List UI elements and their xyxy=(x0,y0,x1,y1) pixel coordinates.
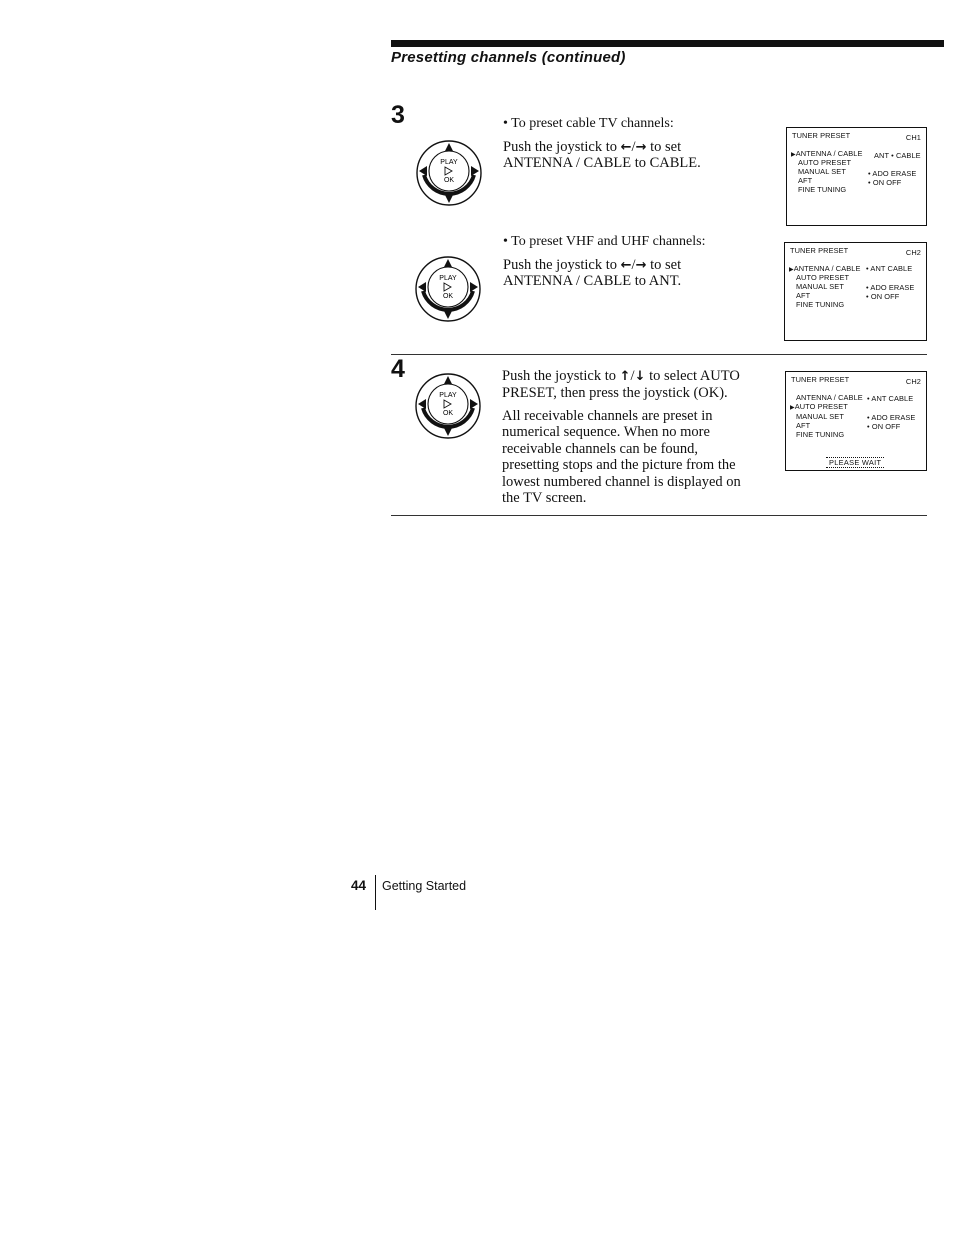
osd-manual-set: MANUAL SET xyxy=(798,167,846,176)
osd-antenna-values: ANT • CABLE xyxy=(874,151,921,160)
auto-preset-separator: / xyxy=(630,368,635,384)
osd-cursor-icon: ▶ xyxy=(789,267,794,273)
arrow-right-icon: → xyxy=(635,140,647,155)
section-end-rule xyxy=(391,515,927,516)
result-line-4: presetting stops and the picture from the xyxy=(502,457,736,473)
osd-auto-preset: AUTO PRESET xyxy=(794,402,848,411)
footer-divider xyxy=(375,875,376,910)
osd-manual-set: MANUAL SET xyxy=(796,282,844,291)
result-line-2: numerical sequence. When no more xyxy=(502,424,710,440)
joystick-play-label: PLAY xyxy=(440,159,458,166)
auto-preset-instruction xyxy=(502,368,740,386)
osd-auto-preset: AUTO PRESET xyxy=(796,273,850,282)
cable-instruction xyxy=(503,139,681,157)
osd-antenna-label: ANTENNA / CABLE xyxy=(796,393,863,402)
auto-preset-pre: Push the joystick to xyxy=(502,368,616,384)
osd-antenna-values: • ANT CABLE xyxy=(866,264,913,273)
joystick-up-down-icon xyxy=(413,371,485,443)
osd-title: TUNER PRESET xyxy=(791,375,850,384)
tuner-preset-screen-ant xyxy=(784,242,927,341)
vhf-separator: / xyxy=(631,257,636,273)
joystick-ok-label: OK xyxy=(442,410,454,417)
arrow-down-icon: ↓ xyxy=(634,369,646,384)
result-line-3: receivable channels can be found, xyxy=(502,441,699,457)
osd-auto-preset: AUTO PRESET xyxy=(798,158,852,167)
osd-aft-values: • ON OFF xyxy=(866,292,900,301)
auto-preset-instruction-line2: PRESET, then press the joystick (OK). xyxy=(502,385,728,401)
page-number: 44 xyxy=(351,878,367,893)
footer-section-label: Getting Started xyxy=(382,879,467,893)
cable-instruction-post: to set xyxy=(650,139,682,155)
osd-antenna-label: ANTENNA / CABLE xyxy=(795,149,863,158)
step-number-4: 4 xyxy=(391,355,405,383)
cable-instruction-pre: Push the joystick to xyxy=(503,139,617,155)
osd-fine-tuning: FINE TUNING xyxy=(796,300,845,309)
osd-antenna-label: ANTENNA / CABLE xyxy=(793,264,861,273)
osd-manual-set: MANUAL SET xyxy=(796,412,844,421)
osd-aft: AFT xyxy=(798,176,813,185)
osd-aft: AFT xyxy=(796,421,811,430)
header-rule xyxy=(391,40,944,47)
arrow-up-icon: ↑ xyxy=(619,369,631,384)
osd-title: TUNER PRESET xyxy=(790,246,849,255)
section-title: Presetting channels (continued) xyxy=(391,49,626,66)
osd-channel: CH2 xyxy=(905,248,921,257)
joystick-ok-label: OK xyxy=(442,293,454,300)
osd-antenna-values: • ANT CABLE xyxy=(867,394,914,403)
joystick-play-label: PLAY xyxy=(439,392,457,399)
vhf-bullet: • To preset VHF and UHF channels: xyxy=(503,234,706,249)
step-divider xyxy=(391,354,927,355)
result-line-6: the TV screen. xyxy=(502,490,587,506)
tuner-preset-screen-auto xyxy=(785,371,927,471)
osd-aft-values: • ON OFF xyxy=(868,178,902,187)
osd-aft: AFT xyxy=(796,291,811,300)
osd-title: TUNER PRESET xyxy=(792,131,851,140)
joystick-left-right-icon xyxy=(414,138,486,210)
osd-cursor-icon: ▶ xyxy=(790,405,795,411)
auto-preset-post: to select AUTO xyxy=(649,368,740,384)
vhf-instruction-line2: ANTENNA / CABLE to ANT. xyxy=(503,273,682,289)
osd-aft-values: • ON OFF xyxy=(867,422,901,431)
cable-separator: / xyxy=(631,139,636,155)
osd-manual-values: • ADO ERASE xyxy=(867,413,916,422)
joystick-left-right-icon xyxy=(413,254,485,326)
osd-fine-tuning: FINE TUNING xyxy=(798,185,847,194)
osd-status-please-wait: PLEASE WAIT xyxy=(826,457,884,468)
arrow-right-icon: → xyxy=(635,258,647,273)
arrow-left-icon: ← xyxy=(620,140,632,155)
vhf-instruction-post: to set xyxy=(650,257,682,273)
osd-manual-values: • ADO ERASE xyxy=(866,283,915,292)
vhf-instruction-pre: Push the joystick to xyxy=(503,257,617,273)
osd-cursor-icon: ▶ xyxy=(791,152,796,158)
osd-manual-values: • ADO ERASE xyxy=(868,169,917,178)
cable-bullet: • To preset cable TV channels: xyxy=(503,116,674,131)
cable-instruction-line2: ANTENNA / CABLE to CABLE. xyxy=(503,155,701,171)
arrow-left-icon: ← xyxy=(620,258,632,273)
joystick-play-label: PLAY xyxy=(439,275,457,282)
osd-channel: CH2 xyxy=(905,377,921,386)
tuner-preset-screen-cable xyxy=(786,127,927,226)
vhf-instruction xyxy=(503,257,681,275)
result-line-5: lowest numbered channel is displayed on xyxy=(502,474,741,490)
step-number-3: 3 xyxy=(391,101,405,129)
osd-channel: CH1 xyxy=(905,133,921,142)
joystick-ok-label: OK xyxy=(443,177,455,184)
osd-fine-tuning: FINE TUNING xyxy=(796,430,845,439)
result-line-1: All receivable channels are preset in xyxy=(502,408,713,424)
